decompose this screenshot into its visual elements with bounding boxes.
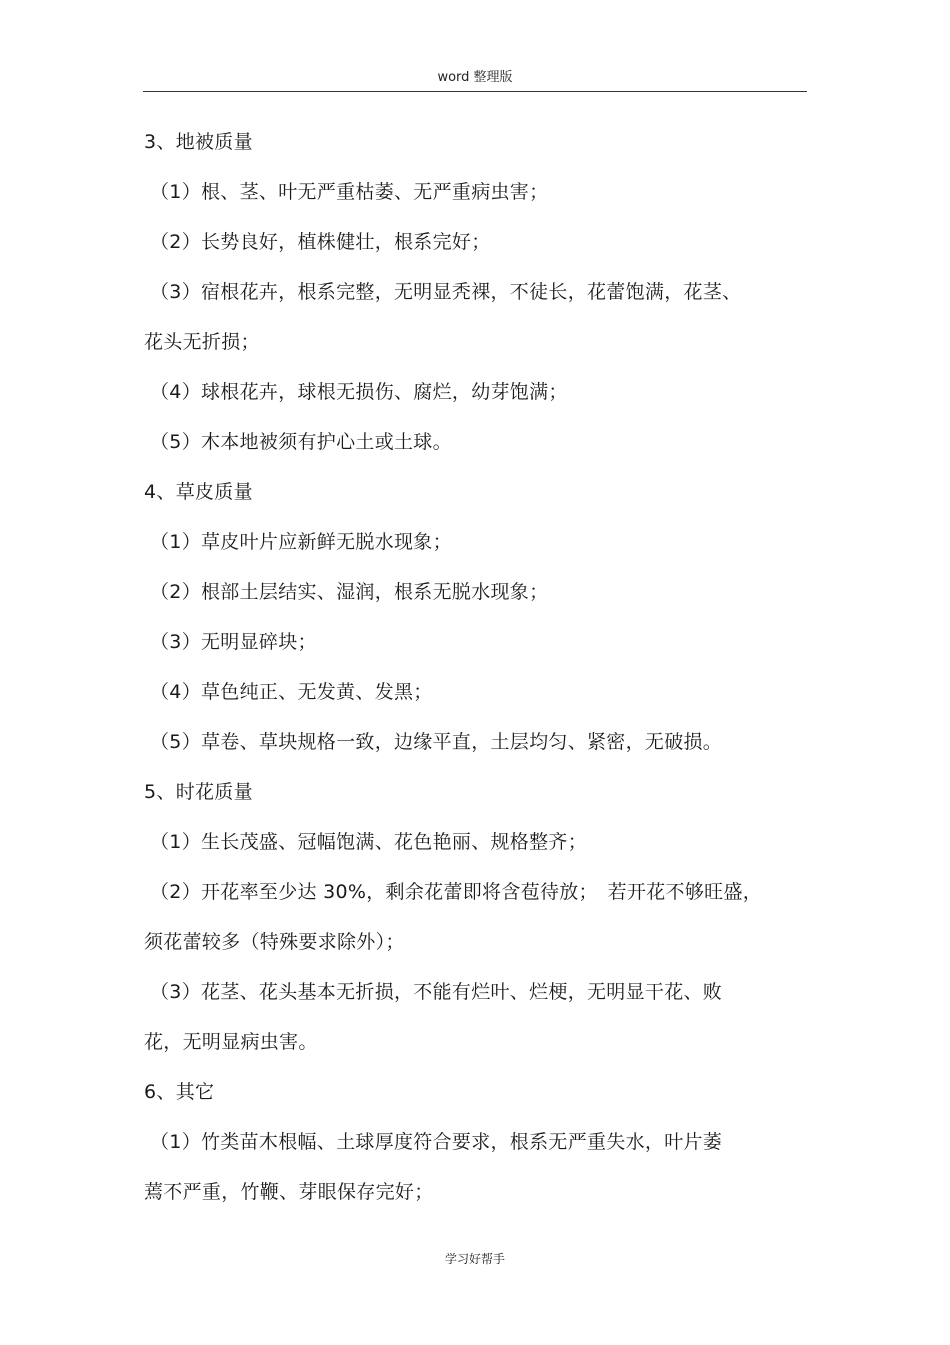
section-heading: 3、地被质量: [144, 131, 253, 153]
list-item-continuation: 蔫不严重，竹鞭、芽眼保存完好；: [144, 1181, 434, 1203]
list-item: （3）宿根花卉，根系完整，无明显秃裸，不徒长，花蕾饱满，花茎、: [150, 281, 742, 303]
list-item-continuation: 花，无明显病虫害。: [144, 1031, 318, 1053]
list-item: （3）无明显碎块；: [150, 631, 317, 653]
list-item: （1）草皮叶片应新鲜无脱水现象；: [150, 531, 452, 553]
document-body: [144, 117, 808, 1217]
list-item: （2）开花率至少达 30%，剩余花蕾即将含苞待放； 若开花不够旺盛，: [150, 881, 763, 903]
list-item: （3）花茎、花头基本无折损，不能有烂叶、烂梗，无明显干花、败: [150, 981, 723, 1003]
list-item-continuation: 须花蕾较多（特殊要求除外）；: [144, 931, 405, 953]
list-item: （5）草卷、草块规格一致，边缘平直，土层均匀、紧密，无破损。: [150, 731, 723, 753]
section-heading: 5、时花质量: [144, 781, 253, 803]
list-item: （2）根部土层结实、湿润，根系无脱水现象；: [150, 581, 549, 603]
list-item: （5）木本地被须有护心土或土球。: [150, 431, 452, 453]
list-item: （4）球根花卉，球根无损伤、腐烂，幼芽饱满；: [150, 381, 568, 403]
page-header: word 整理版: [437, 70, 513, 85]
list-item: （4）草色纯正、无发黄、发黑；: [150, 681, 433, 703]
section-heading: 4、草皮质量: [144, 481, 253, 503]
page-footer: 学习好帮手: [444, 1252, 505, 1266]
list-item-continuation: 花头无折损；: [144, 331, 260, 353]
list-item: （1）竹类苗木根幅、土球厚度符合要求，根系无严重失水，叶片萎: [150, 1131, 723, 1153]
header-divider: [143, 91, 807, 92]
list-item: （1）生长茂盛、冠幅饱满、花色艳丽、规格整齐；: [150, 831, 587, 853]
list-item: （2）长势良好，植株健壮，根系完好；: [150, 231, 491, 253]
list-item: （1）根、茎、叶无严重枯萎、无严重病虫害；: [150, 181, 549, 203]
section-heading: 6、其它: [144, 1081, 215, 1103]
